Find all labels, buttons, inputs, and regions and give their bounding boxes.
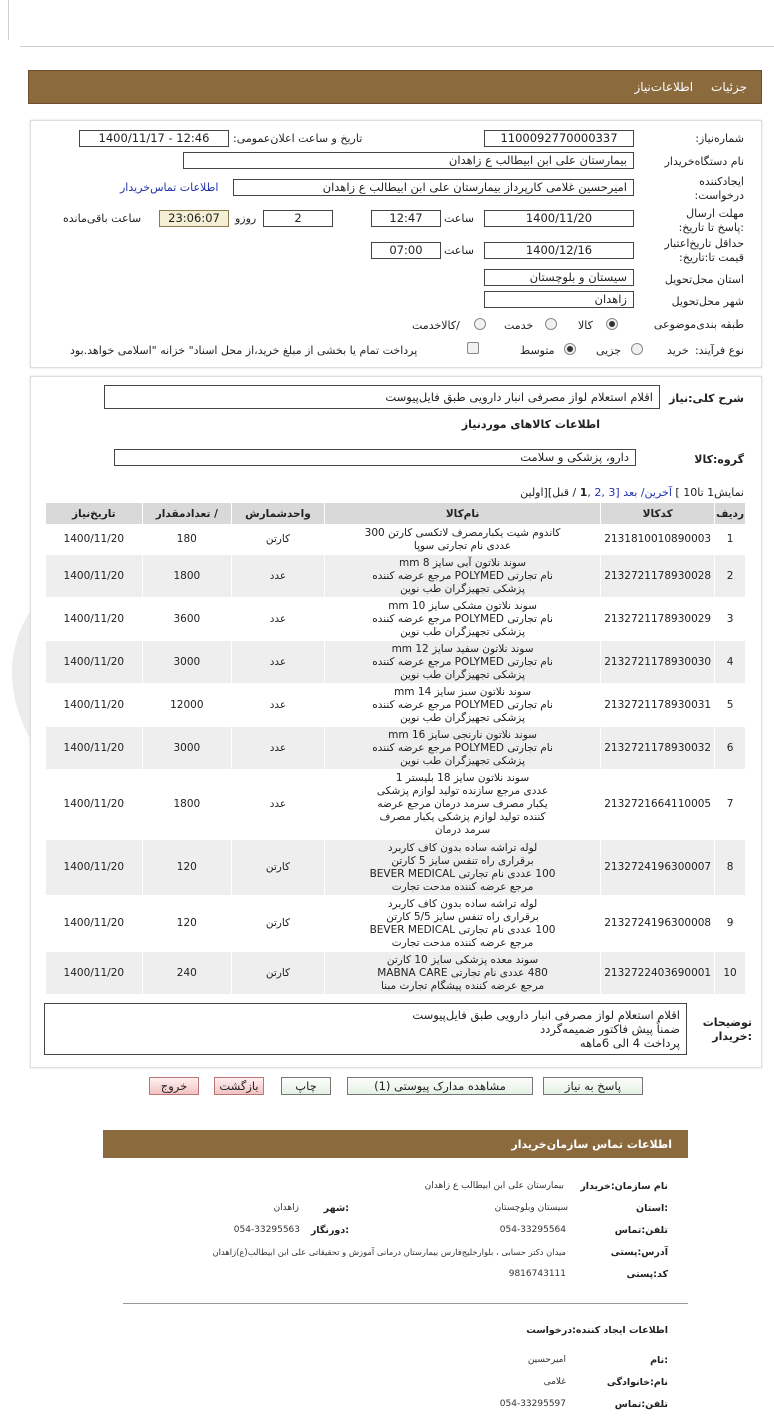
- tab-need-info[interactable]: اطلاعات‌نیاز: [634, 80, 694, 94]
- cell-row-number: 5: [715, 684, 746, 727]
- creator-name-label: :نام: [650, 1355, 668, 1366]
- treasury-payment-note: پرداخت تمام یا بخشی از مبلغ خرید،از محل اسناد" خزانه "اسلامی خواهد.بود: [70, 344, 418, 357]
- cell-date: 1400/11/20: [46, 896, 143, 952]
- city-label: شهر محل‌تحویل: [671, 295, 744, 308]
- creator-phone-value: 054-33295597: [499, 1399, 566, 1409]
- creator-section-title: اطلاعات ایجاد کننده:درخواست: [526, 1325, 668, 1336]
- cell-qty: 180: [142, 525, 231, 555]
- process-medium-radio[interactable]: [564, 343, 576, 355]
- contact-org-label: نام سازمان:خریدار: [580, 1181, 668, 1192]
- contact-address-label: آدرس:پستی: [610, 1247, 668, 1258]
- need-number-field: 1100092770000337: [484, 130, 634, 147]
- cell-row-number: 7: [715, 770, 746, 840]
- col-qty-header: / تعدادمقدار: [142, 503, 231, 525]
- table-header-row: [46, 503, 746, 525]
- back-button[interactable]: بازگشت: [214, 1077, 264, 1095]
- cell-name: سوند معده پزشکی سایز 10 کارتن 480 عددی نام تجارتی MABNA CARE مرجع عرضه کننده پیشگام تجارت مبنا: [324, 952, 600, 995]
- deadline-label: مهلت ارسال :پاسخ تا تاریخ:: [678, 207, 744, 234]
- cell-code: 2132721178930028: [601, 555, 715, 598]
- col-name-header: نام‌کالا: [324, 503, 600, 525]
- contact-fax-value: 054-33295563: [233, 1225, 300, 1235]
- process-label: نوع فرآیند:: [694, 344, 744, 357]
- creator-name-value: امیرحسین: [527, 1355, 566, 1365]
- buyer-notes-label: توضیحات :خریدار: [702, 1016, 752, 1043]
- table-row: [46, 952, 746, 995]
- creator-family-label: نام:خانوادگی: [606, 1377, 668, 1388]
- cell-name: لوله تراشه ساده بدون کاف کاربرد برقراری راه تنفس سایز 5 کارتن 100 عددی نام تجارتی BEVER MEDICAL مرجع عرضه کننده مدحت تجارت: [324, 840, 600, 896]
- buyer-notes-line: اقلام استعلام لواز مصرفی انبار دارویی طبق فایل‌پیوست: [412, 1008, 680, 1022]
- cell-qty: 3000: [142, 641, 231, 684]
- validity-date-field: 1400/12/16: [484, 242, 634, 259]
- print-button[interactable]: چاپ: [281, 1077, 331, 1095]
- cell-date: 1400/11/20: [46, 952, 143, 995]
- desc-label: شرح کلی:نیاز: [669, 392, 744, 405]
- table-row: [46, 525, 746, 555]
- buyer-org-field: بیمارستان علی ابن ابیطالب ع زاهدان: [183, 152, 634, 169]
- category-label: طبقه بندی‌موضوعی: [653, 318, 744, 331]
- buyer-contact-link[interactable]: اطلاعات تماس‌خریدار: [120, 181, 219, 194]
- col-date-header: تاریخ‌نیاز: [46, 503, 143, 525]
- creator-family-value: غلامی: [543, 1377, 566, 1387]
- deadline-time-field: 12:47: [371, 210, 441, 227]
- contact-title: اطلاعات تماس سازمان‌خریدار: [511, 1137, 672, 1151]
- validity-time-label: ساعت: [444, 244, 474, 257]
- contact-province-value: سیستان وبلوچستان: [494, 1203, 568, 1213]
- process-minor-radio[interactable]: [631, 343, 643, 355]
- contact-city-value: زاهدان: [273, 1203, 299, 1213]
- city-field: زاهدان: [484, 291, 634, 308]
- cell-unit: کارتن: [232, 525, 325, 555]
- table-row: [46, 684, 746, 727]
- cell-name: لوله تراشه ساده بدون کاف کاربرد برقراری راه تنفس سایز 5/5 کارتن 100 عددی نام تجارتی BEVER MEDICAL مرجع عرضه کننده مدحت تجارت: [324, 896, 600, 952]
- table-row: [46, 555, 746, 598]
- cell-name: کاندوم شیت یکبارمصرف لاتکسی کارتن 300 عددی نام تجارتی سوپا: [324, 525, 600, 555]
- cell-unit: عدد: [232, 641, 325, 684]
- pagination: [520, 486, 744, 499]
- contact-postal-value: 9816743111: [508, 1269, 566, 1279]
- cell-name: سوند نلاتون سفید سایز 12 mm نام تجارتی POLYMED مرجع عرضه کننده پزشکی تجهیزگران طب نوین: [324, 641, 600, 684]
- cell-unit: عدد: [232, 684, 325, 727]
- cell-date: 1400/11/20: [46, 641, 143, 684]
- cell-code: 2132721664110005: [601, 770, 715, 840]
- cell-row-number: 1: [715, 525, 746, 555]
- category-goods-service-label: /کالاخدمت: [412, 319, 460, 332]
- announce-field: 1400/11/17 - 12:46: [79, 130, 229, 147]
- cell-row-number: 8: [715, 840, 746, 896]
- contact-org-value: بیمارستان علی ابن ابیطالب ع زاهدان: [424, 1181, 564, 1191]
- buyer-notes-line: ضمناً پیش فاکتور ضمیمه‌گردد: [540, 1022, 680, 1036]
- cell-date: 1400/11/20: [46, 684, 143, 727]
- cell-name: سوند نلاتون نارنجی سایز 16 mm نام تجارتی POLYMED مرجع عرضه کننده پزشکی تجهیزگران طب نوین: [324, 727, 600, 770]
- contact-phone-label: تلفن:تماس: [614, 1225, 668, 1236]
- cell-unit: عدد: [232, 598, 325, 641]
- pagination-next[interactable]: بعد: [623, 486, 638, 499]
- cell-code: 2132724196300007: [601, 840, 715, 896]
- cell-unit: کارتن: [232, 840, 325, 896]
- process-minor-label: جزیی: [596, 344, 622, 357]
- category-goods-service-radio[interactable]: [474, 318, 486, 330]
- buyer-org-label: نام دستگاه‌خریدار: [664, 155, 744, 168]
- cell-row-number: 3: [715, 598, 746, 641]
- cell-qty: 1800: [142, 555, 231, 598]
- pagination-prev-first[interactable]: / قبل][اولین: [520, 486, 577, 499]
- days-label: روزو: [235, 212, 257, 225]
- cell-qty: 12000: [142, 684, 231, 727]
- contact-city-label: :شهر: [323, 1203, 349, 1214]
- cell-date: 1400/11/20: [46, 598, 143, 641]
- table-row: [46, 840, 746, 896]
- buyer-notes-line: پرداخت 4 الی 6ماهه: [579, 1036, 680, 1050]
- cell-code: 2132724196300008: [601, 896, 715, 952]
- cell-unit: عدد: [232, 770, 325, 840]
- treasury-payment-checkbox[interactable]: [467, 342, 479, 354]
- table-row: [46, 598, 746, 641]
- remaining-label: ساعت باقی‌مانده: [63, 212, 142, 225]
- cell-date: 1400/11/20: [46, 727, 143, 770]
- group-field: دارو، پزشکی و سلامت: [114, 449, 636, 466]
- pagination-current: 1: [579, 486, 588, 499]
- desc-field: اقلام استعلام لواز مصرفی انبار دارویی طبق فایل‌پیوست: [104, 385, 660, 409]
- creator-field: امیرحسین غلامی کارپرداز بیمارستان علی ابن ابیطالب ع زاهدان: [233, 179, 634, 196]
- creator-phone-label: تلفن:تماس: [614, 1399, 668, 1410]
- contact-title-bar: [103, 1130, 688, 1158]
- table-row: [46, 896, 746, 952]
- validity-time-field: 07:00: [371, 242, 441, 259]
- cell-row-number: 6: [715, 727, 746, 770]
- category-service-label: خدمت: [504, 319, 534, 332]
- pagination-show-text: نمایش1 تا10 ]: [675, 486, 744, 499]
- header-bar: [28, 70, 762, 104]
- buyer-notes-field: [44, 1003, 687, 1055]
- cell-row-number: 4: [715, 641, 746, 684]
- deadline-date-field: 1400/11/20: [484, 210, 634, 227]
- col-unit-header: واحدشمارش: [232, 503, 325, 525]
- cell-date: 1400/11/20: [46, 770, 143, 840]
- cell-name: سوند نلاتون سایز 18 بلیستر 1 عددی مرجع سازنده تولید لوازم پزشکی یکبار مصرف سرمد درمان مرجع عرضه کننده تولید لوازم پزشکی یکبار مصرف سرمد درمان: [324, 770, 600, 840]
- deadline-time-label: ساعت: [444, 212, 474, 225]
- creator-label: ایجادکننده درخواست:: [694, 175, 744, 202]
- contact-fax-label: :دورنگار: [310, 1225, 349, 1236]
- cell-qty: 3600: [142, 598, 231, 641]
- cell-code: 2132721178930032: [601, 727, 715, 770]
- contact-postal-label: کد:پستی: [626, 1269, 668, 1280]
- cell-row-number: 10: [715, 952, 746, 995]
- days-field: 2: [263, 210, 333, 227]
- cell-unit: عدد: [232, 555, 325, 598]
- cell-qty: 120: [142, 840, 231, 896]
- remaining-time-field: 23:06:07: [159, 210, 229, 227]
- cell-code: 2132722403690001: [601, 952, 715, 995]
- table-row: [46, 727, 746, 770]
- contact-address-value: میدان دکتر حسابی ، بلوارخلیج‌فارس بیمارستان درمانی آموزش و تحقیقاتی علی ابن ابیطالب(ع)زاهدان: [212, 1247, 566, 1257]
- table-row: [46, 770, 746, 840]
- cell-qty: 3000: [142, 727, 231, 770]
- category-service-radio[interactable]: [545, 318, 557, 330]
- pagination-pages[interactable]: [3 ,2 ,: [587, 486, 620, 499]
- announce-label: تاریخ و ساعت اعلان‌عمومی:: [233, 132, 363, 145]
- cell-name: سوند نلاتون آبی سایز 8 mm نام تجارتی POLYMED مرجع عرضه کننده پزشکی تجهیزگران طب نوین: [324, 555, 600, 598]
- cell-unit: عدد: [232, 727, 325, 770]
- category-goods-label: کالا: [578, 319, 593, 332]
- cell-date: 1400/11/20: [46, 555, 143, 598]
- cell-name: سوند نلاتون سبز سایز 14 mm نام تجارتی POLYMED مرجع عرضه کننده پزشکی تجهیزگران طب نوین: [324, 684, 600, 727]
- cell-code: 2132721178930029: [601, 598, 715, 641]
- cell-unit: کارتن: [232, 952, 325, 995]
- contact-province-label: :استان: [636, 1203, 668, 1214]
- cell-row-number: 2: [715, 555, 746, 598]
- cell-date: 1400/11/20: [46, 525, 143, 555]
- cell-qty: 240: [142, 952, 231, 995]
- province-label: استان محل‌تحویل: [664, 273, 744, 286]
- process-buy-label: خرید: [667, 344, 689, 357]
- table-row: [46, 641, 746, 684]
- validity-label: حداقل تاریخ‌اعتبار قیمت تا:تاریخ:: [664, 237, 744, 264]
- contact-divider: [123, 1303, 688, 1304]
- view-attachments-button[interactable]: مشاهده مدارک پیوستی (1): [347, 1077, 533, 1095]
- reply-button[interactable]: پاسخ به نیاز: [543, 1077, 643, 1095]
- need-number-label: شماره‌نیاز:: [695, 132, 744, 145]
- col-code-header: کدکالا: [601, 503, 715, 525]
- goods-table: [45, 502, 746, 995]
- process-medium-label: متوسط: [520, 344, 555, 357]
- cell-qty: 120: [142, 896, 231, 952]
- cell-row-number: 9: [715, 896, 746, 952]
- exit-button[interactable]: خروج: [149, 1077, 199, 1095]
- cell-qty: 1800: [142, 770, 231, 840]
- col-row-header: ردیف: [715, 503, 746, 525]
- province-field: سیستان و بلوچستان: [484, 269, 634, 286]
- contact-phone-value: 054-33295564: [499, 1225, 566, 1235]
- cell-date: 1400/11/20: [46, 840, 143, 896]
- tab-details[interactable]: جزئیات: [711, 80, 747, 94]
- cell-code: 2131810010890003: [601, 525, 715, 555]
- pagination-last[interactable]: آخرین/: [640, 486, 672, 499]
- category-goods-radio[interactable]: [606, 318, 618, 330]
- group-label: گروه:کالا: [694, 453, 744, 466]
- cell-unit: کارتن: [232, 896, 325, 952]
- cell-code: 2132721178930030: [601, 641, 715, 684]
- cell-code: 2132721178930031: [601, 684, 715, 727]
- cell-name: سوند نلاتون مشکی سایز 10 mm نام تجارتی POLYMED مرجع عرضه کننده پزشکی تجهیزگران طب نوین: [324, 598, 600, 641]
- goods-section-title: اطلاعات کالاهای موردنیاز: [461, 418, 600, 431]
